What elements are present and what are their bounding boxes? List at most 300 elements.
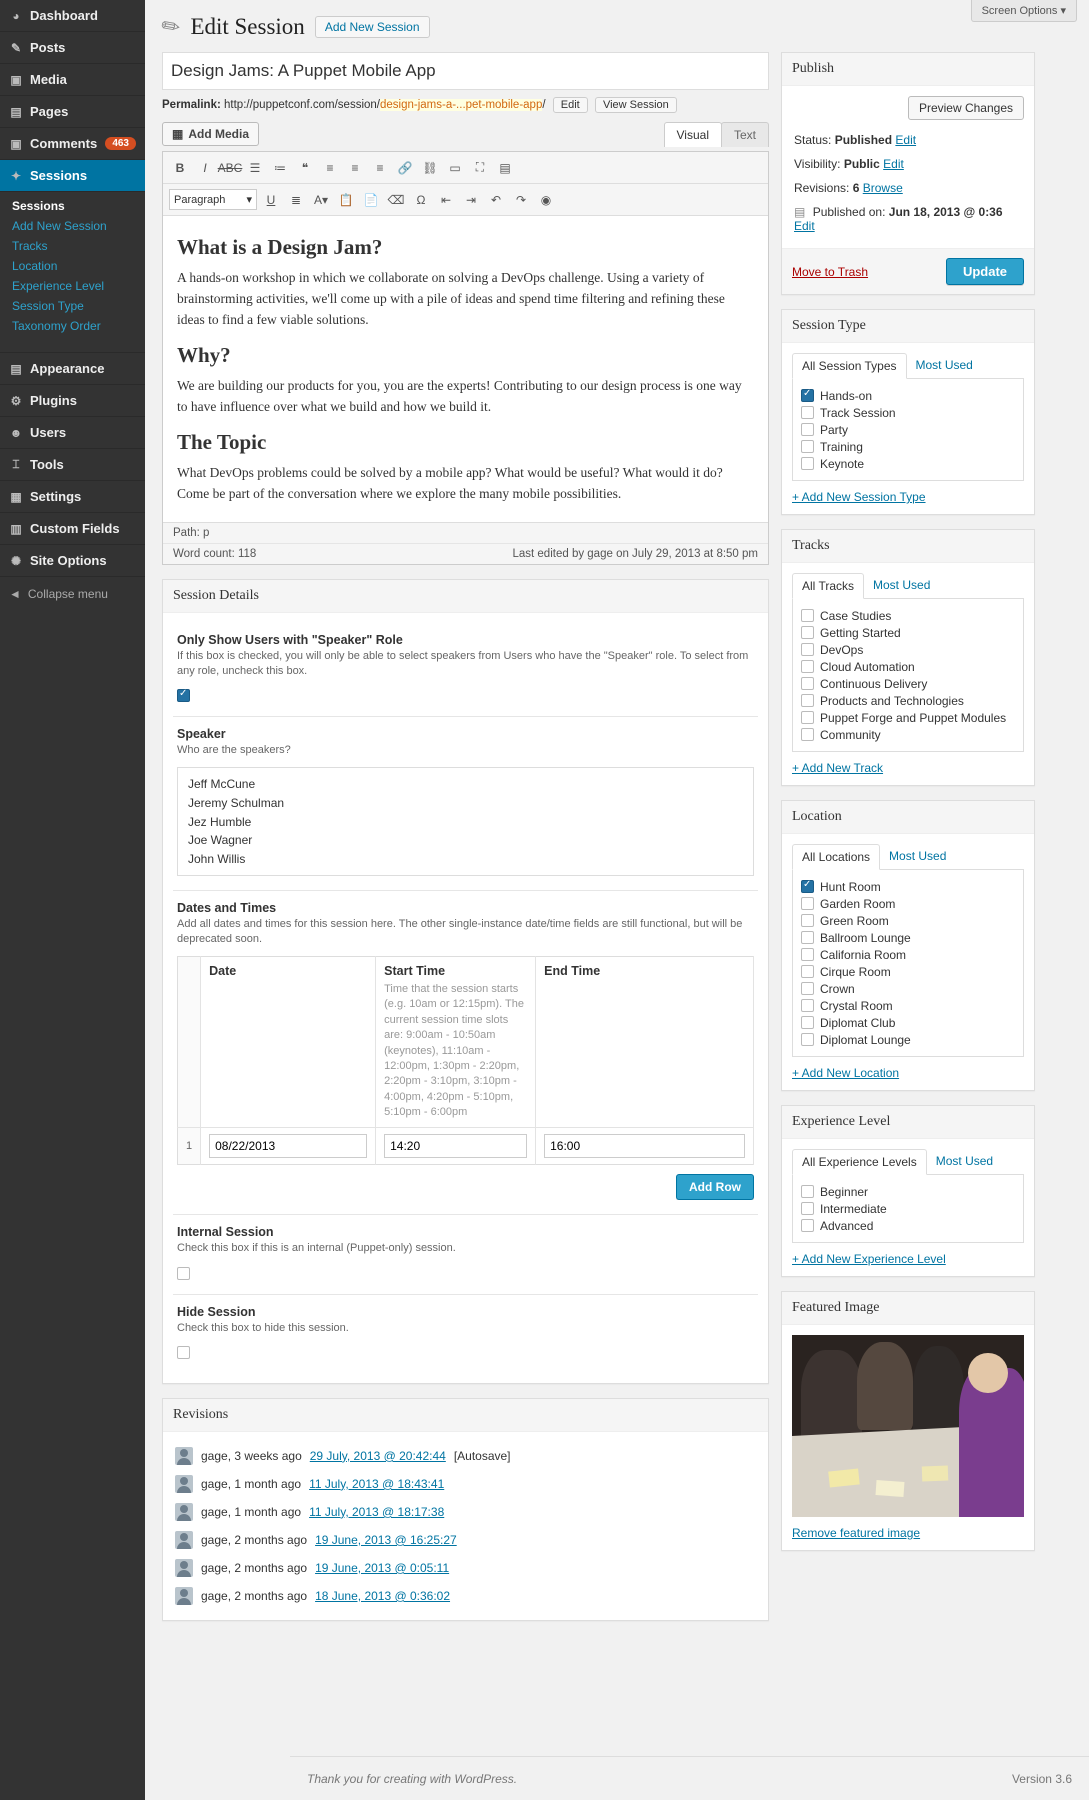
tab-most-used-experience-levels[interactable]: Most Used <box>935 1154 994 1168</box>
experience-checkbox[interactable] <box>801 1219 814 1232</box>
footer-thanks-prefix: Thank you for creating with <box>307 1771 455 1786</box>
session-type-checkbox[interactable] <box>801 440 814 453</box>
page-title: Edit Session <box>190 14 305 39</box>
speaker-role-checkbox[interactable] <box>177 689 190 702</box>
sidebar-item-site-options[interactable] <box>0 545 145 577</box>
submenu-item-location[interactable]: Location <box>12 259 58 273</box>
hide-session-label: Hide Session <box>177 1304 256 1319</box>
revision-link[interactable]: 19 June, 2013 @ 0:05:11 <box>315 1560 450 1575</box>
location-label: Garden Room <box>820 896 896 911</box>
paste-text-icon[interactable]: 📋 <box>338 192 354 207</box>
sidebar-item-plugins[interactable] <box>0 385 145 417</box>
sidebar-item-settings[interactable] <box>0 481 145 513</box>
list-item <box>173 1498 758 1526</box>
photo-shape <box>875 1480 904 1496</box>
session-type-label: Track Session <box>820 405 896 420</box>
speaker-label: Speaker <box>177 727 226 742</box>
edit-published-link[interactable]: Edit <box>794 219 815 233</box>
sidebar-item-label: Comments <box>30 136 98 151</box>
experience-item[interactable] <box>801 1183 1015 1200</box>
start-time-cell <box>376 1128 536 1165</box>
tab-most-used-session-types[interactable]: Most Used <box>915 358 973 372</box>
published-label: Published on: <box>812 205 886 219</box>
special-character-icon[interactable]: Ω <box>416 192 426 207</box>
gear-icon: ✺ <box>10 553 22 568</box>
location-checkbox[interactable] <box>801 880 814 893</box>
location-checkbox[interactable] <box>801 999 814 1012</box>
experience-level-title: Experience Level <box>782 1106 1034 1139</box>
editor-path: Path: p <box>163 522 768 543</box>
track-checkbox[interactable] <box>801 660 814 673</box>
revision-link[interactable]: 29 July, 2013 @ 20:42:44 <box>309 1448 446 1463</box>
visibility-row <box>792 152 1024 176</box>
revision-link[interactable]: 19 June, 2013 @ 16:25:27 <box>315 1532 457 1547</box>
side-column <box>781 52 1035 1635</box>
location-label: Ballroom Lounge <box>820 930 911 945</box>
tab-most-used-tracks[interactable]: Most Used <box>873 578 931 592</box>
location-checkbox[interactable] <box>801 914 814 927</box>
start-time-title: Start Time <box>384 963 446 978</box>
location-item[interactable] <box>801 878 1015 895</box>
pin-icon: ✦ <box>10 168 22 183</box>
location-checkbox[interactable] <box>801 948 814 961</box>
add-new-track-link[interactable]: + Add New Track <box>792 761 884 775</box>
tab-all-locations[interactable]: All Locations <box>792 844 880 870</box>
kitchen-sink-icon[interactable]: ▤ <box>499 160 511 175</box>
location-item[interactable] <box>801 1014 1015 1031</box>
track-item[interactable] <box>801 692 1015 709</box>
publish-box <box>781 52 1035 295</box>
internal-session-field <box>173 1215 758 1294</box>
submenu-item-session-type[interactable]: Session Type <box>12 299 84 313</box>
permalink-base: http://puppetconf.com/session/ <box>224 99 380 111</box>
insert-link-icon[interactable]: 🔗 <box>397 160 413 175</box>
hide-session-checkbox[interactable] <box>177 1346 190 1359</box>
add-row-button[interactable]: Add Row <box>676 1174 754 1200</box>
redo-icon[interactable]: ↷ <box>515 192 527 207</box>
tab-all-tracks[interactable]: All Tracks <box>792 573 864 599</box>
tab-visual[interactable]: Visual <box>664 122 722 147</box>
session-type-label: Hands-on <box>820 388 873 403</box>
content-paragraph: We are building our products for you, you are the experts! Contributing to our design process is one way to have influence over what we build and how we build it. <box>177 377 742 414</box>
visibility-value: Public <box>843 157 880 171</box>
session-type-checkbox[interactable] <box>801 406 814 419</box>
track-label: Puppet Forge and Puppet Modules <box>820 710 1007 725</box>
add-new-experience-level-link[interactable]: + Add New Experience Level <box>792 1252 946 1266</box>
date-cell <box>201 1128 376 1165</box>
add-media-label: Add Media <box>188 127 250 141</box>
tab-most-used-locations[interactable]: Most Used <box>889 849 947 863</box>
featured-image-title: Featured Image <box>782 1292 1034 1325</box>
status-value: Published <box>834 133 893 147</box>
gear-icon: ▦ <box>10 489 22 504</box>
fullscreen-icon[interactable]: ⛶ <box>475 160 485 174</box>
submenu-item-tracks[interactable]: Tracks <box>12 239 48 253</box>
content-paragraph: A hands-on workshop in which we collaborate on solving a DevOps challenge. Using a variety of brainstorming activities, we'll come up with a pile of ideas and spend time filtering and refining these ideas to find a few viable solutions. <box>177 270 725 327</box>
sidebar-item-tools[interactable] <box>0 449 145 481</box>
session-type-checkbox[interactable] <box>801 457 814 470</box>
track-item[interactable] <box>801 675 1015 692</box>
location-checkbox[interactable] <box>801 965 814 978</box>
sidebar-item-custom-fields[interactable] <box>0 513 145 545</box>
add-new-session-button[interactable]: Add New Session <box>315 16 430 38</box>
revision-link[interactable]: 18 June, 2013 @ 0:36:02 <box>315 1588 451 1603</box>
speaker-option[interactable]: Jeff McCune <box>188 777 256 792</box>
experience-item[interactable] <box>801 1217 1015 1234</box>
editor-content-area[interactable] <box>163 216 768 522</box>
revision-author: gage, 1 month ago <box>201 1476 302 1491</box>
clear-formatting-icon[interactable]: ⌫ <box>387 192 405 207</box>
revision-link[interactable]: 11 July, 2013 @ 18:43:41 <box>309 1476 445 1491</box>
sidebar-item-label: Posts <box>30 40 66 55</box>
footer-thanks-suffix: . <box>513 1771 518 1786</box>
speaker-description: Who are the speakers? <box>177 744 291 757</box>
revision-link[interactable]: 11 July, 2013 @ 18:17:38 <box>309 1504 445 1519</box>
session-type-tabs <box>792 353 1024 379</box>
end-time-cell <box>536 1128 754 1165</box>
screen-options-label: Screen Options <box>981 5 1058 17</box>
dates-table <box>177 956 754 1166</box>
experience-label: Intermediate <box>820 1201 887 1216</box>
track-label: Cloud Automation <box>820 659 915 674</box>
footer-thanks <box>307 1772 517 1786</box>
sidebar-item-comments[interactable] <box>0 128 145 160</box>
featured-image-thumbnail[interactable] <box>792 1335 1024 1517</box>
experience-item[interactable] <box>801 1200 1015 1217</box>
location-checkbox[interactable] <box>801 1033 814 1046</box>
table-header-row <box>178 956 754 1128</box>
location-label: Crystal Room <box>820 998 893 1013</box>
location-item[interactable] <box>801 929 1015 946</box>
bold-icon[interactable]: B <box>175 160 185 175</box>
session-type-list <box>792 379 1024 481</box>
underline-icon[interactable]: U <box>266 192 276 207</box>
track-item[interactable] <box>801 641 1015 658</box>
browse-revisions-link[interactable]: Browse <box>862 181 903 195</box>
editor-status-bar <box>163 543 768 564</box>
chevron-left-icon: ◄ <box>9 587 21 601</box>
photo-shape <box>968 1353 1007 1393</box>
session-type-item[interactable] <box>801 438 1015 455</box>
version-label: Version 3.6 <box>1011 1771 1072 1786</box>
avatar <box>175 1503 193 1521</box>
text-color-icon[interactable]: A▾ <box>313 192 329 207</box>
session-details-title: Session Details <box>163 580 768 613</box>
collapse-menu-button[interactable] <box>0 577 145 611</box>
camera-icon: ▣ <box>10 72 22 87</box>
experience-label: Beginner <box>820 1184 869 1199</box>
page-icon: ▤ <box>10 104 22 119</box>
add-new-session-type-link[interactable]: + Add New Session Type <box>792 490 926 504</box>
sessions-submenu <box>0 192 145 344</box>
track-item[interactable] <box>801 709 1015 726</box>
row-number-header <box>178 956 201 1128</box>
sidebar-item-label: Custom Fields <box>30 521 120 536</box>
unlink-icon[interactable]: ⛓ <box>422 160 438 175</box>
sidebar-item-label: Plugins <box>30 393 77 408</box>
track-label: Case Studies <box>820 608 892 623</box>
experience-checkbox[interactable] <box>801 1185 814 1198</box>
submenu-item-taxonomy-order[interactable]: Taxonomy Order <box>12 319 101 333</box>
date-input[interactable] <box>209 1134 367 1158</box>
track-item[interactable] <box>801 726 1015 743</box>
tab-all-experience-levels[interactable]: All Experience Levels <box>792 1149 927 1175</box>
editor-toolbar-row-1 <box>163 152 768 184</box>
location-checkbox[interactable] <box>801 982 814 995</box>
sidebar-item-label: Pages <box>30 104 69 119</box>
session-details-box <box>162 579 769 1383</box>
location-item[interactable] <box>801 997 1015 1014</box>
visibility-label: Visibility: <box>794 157 841 171</box>
word-count: Word count: 118 <box>173 548 257 561</box>
list-item <box>173 1554 758 1582</box>
location-label: Hunt Room <box>820 879 881 894</box>
tracks-title: Tracks <box>782 530 1034 563</box>
table-row <box>178 1128 754 1165</box>
internal-session-checkbox[interactable] <box>177 1267 190 1280</box>
unordered-list-icon[interactable]: ☰ <box>249 160 261 175</box>
revisions-box <box>162 1398 769 1621</box>
session-type-item[interactable] <box>801 421 1015 438</box>
speaker-option[interactable]: Joe Wagner <box>188 833 253 848</box>
comment-icon: ▣ <box>10 136 22 151</box>
speaker-select[interactable] <box>177 767 754 876</box>
location-item[interactable] <box>801 1031 1015 1048</box>
pin-icon: ✎ <box>10 40 22 55</box>
edit-visibility-link[interactable]: Edit <box>883 157 904 171</box>
list-item <box>173 1470 758 1498</box>
align-left-icon[interactable]: ≡ <box>326 160 334 175</box>
ordered-list-icon[interactable]: ≔ <box>274 160 286 175</box>
sidebar-item-label: Appearance <box>30 361 105 376</box>
sidebar-item-label: Sessions <box>30 168 88 183</box>
featured-image-box <box>781 1291 1035 1551</box>
hide-session-field <box>173 1295 758 1373</box>
remove-featured-image-link[interactable]: Remove featured image <box>792 1526 921 1540</box>
experience-list <box>792 1175 1024 1243</box>
experience-level-box <box>781 1105 1035 1277</box>
hide-session-description: Check this box to hide this session. <box>177 1321 349 1334</box>
justify-icon[interactable]: ≣ <box>290 192 302 207</box>
start-time-column-header <box>376 956 536 1128</box>
status-label: Status: <box>794 133 832 147</box>
list-item <box>173 1582 758 1610</box>
speaker-field <box>173 717 758 891</box>
publish-title: Publish <box>782 53 1034 86</box>
track-checkbox[interactable] <box>801 677 814 690</box>
revision-author: gage, 2 months ago <box>201 1560 308 1575</box>
session-type-label: Training <box>820 439 863 454</box>
align-right-icon[interactable]: ≡ <box>376 160 384 175</box>
location-label: Diplomat Lounge <box>820 1032 911 1047</box>
location-item[interactable] <box>801 963 1015 980</box>
revisions-count: 6 <box>852 181 860 195</box>
track-checkbox[interactable] <box>801 728 814 741</box>
admin-footer <box>290 1756 1089 1800</box>
revision-author: gage, 2 months ago <box>201 1588 308 1603</box>
location-item[interactable] <box>801 895 1015 912</box>
paragraph-format-value: Paragraph <box>174 193 226 206</box>
speaker-role-field <box>173 623 758 717</box>
session-type-item[interactable] <box>801 404 1015 421</box>
outdent-icon[interactable]: ⇤ <box>440 192 452 207</box>
users-icon: ☻ <box>9 425 23 440</box>
session-type-box <box>781 309 1035 515</box>
permalink-row <box>162 97 769 113</box>
session-type-checkbox[interactable] <box>801 423 814 436</box>
internal-session-label: Internal Session <box>177 1225 274 1240</box>
list-item <box>173 1442 758 1470</box>
editor-toolbar-row-2 <box>163 184 768 216</box>
track-item[interactable] <box>801 607 1015 624</box>
track-label: DevOps <box>820 642 864 657</box>
dates-label: Dates and Times <box>177 901 277 916</box>
last-edited: Last edited by gage on July 29, 2013 at 8:50 pm <box>512 548 758 561</box>
preview-changes-button[interactable]: Preview Changes <box>908 96 1024 120</box>
session-type-item[interactable] <box>801 387 1015 404</box>
undo-icon[interactable]: ↶ <box>490 192 502 207</box>
submenu-item-experience-level[interactable]: Experience Level <box>12 279 105 293</box>
status-row <box>792 128 1024 152</box>
avatar <box>175 1531 193 1549</box>
date-column-header: Date <box>201 956 376 1128</box>
wordpress-link[interactable]: WordPress <box>454 1771 514 1786</box>
sidebar-item-pages[interactable] <box>0 96 145 128</box>
strikethrough-icon[interactable]: ABC <box>217 160 243 175</box>
track-checkbox[interactable] <box>801 609 814 622</box>
permalink-label: Permalink: <box>162 99 221 111</box>
track-label: Continuous Delivery <box>820 676 928 691</box>
italic-icon[interactable]: I <box>203 160 207 175</box>
help-icon[interactable]: ◉ <box>540 192 552 207</box>
sidebar-item-sessions[interactable] <box>0 160 145 192</box>
session-type-label: Keynote <box>820 456 865 471</box>
revision-author: gage, 1 month ago <box>201 1504 302 1519</box>
submenu-item-sessions[interactable]: Sessions <box>12 199 65 213</box>
calendar-icon: ▤ <box>794 205 806 219</box>
location-item[interactable] <box>801 946 1015 963</box>
end-time-column-header: End Time <box>536 956 754 1128</box>
edit-status-link[interactable]: Edit <box>895 133 917 147</box>
start-time-hint: Time that the session starts (e.g. 10am or 12:15pm). The current session time slots are: 9:00am - 10:50am (keynotes), 11:10am - 12:00pm, 1:30pm - 2:20pm, 2:20pm - 3:10pm, 3:10pm - 4:00pm, 4:20pm - 5:10pm, 5:10pm - 6:00pm <box>384 982 524 1119</box>
location-checkbox[interactable] <box>801 1016 814 1029</box>
published-value: Jun 18, 2013 @ 0:36 <box>888 205 1003 219</box>
revisions-title: Revisions <box>163 1399 768 1432</box>
row-number: 1 <box>178 1128 201 1165</box>
edit-permalink-button[interactable]: Edit <box>553 97 588 113</box>
sidebar-item-posts[interactable] <box>0 32 145 64</box>
location-checkbox[interactable] <box>801 931 814 944</box>
blockquote-icon[interactable]: ❝ <box>301 160 309 175</box>
paste-word-icon[interactable]: 📄 <box>363 192 379 207</box>
location-label: California Room <box>820 947 907 962</box>
chevron-down-icon: ▾ <box>246 194 252 206</box>
location-item[interactable] <box>801 912 1015 929</box>
track-item[interactable] <box>801 658 1015 675</box>
sidebar-item-appearance[interactable] <box>0 353 145 385</box>
more-tag-icon[interactable]: ▭ <box>449 160 461 175</box>
indent-icon[interactable]: ⇥ <box>465 192 477 207</box>
sidebar-item-label: Settings <box>30 489 82 504</box>
sidebar-item-users[interactable] <box>0 417 145 449</box>
session-type-label: Party <box>820 422 849 437</box>
tab-text[interactable]: Text <box>721 122 769 147</box>
avatar <box>175 1447 193 1465</box>
speaker-option[interactable]: Jeremy Schulman <box>188 795 285 810</box>
track-label: Community <box>820 727 881 742</box>
track-label: Getting Started <box>820 625 901 640</box>
tab-all-session-types[interactable]: All Session Types <box>792 353 907 379</box>
session-type-title: Session Type <box>782 310 1034 343</box>
list-item <box>173 1526 758 1554</box>
location-box <box>781 800 1035 1091</box>
media-icon: ▦ <box>172 127 184 141</box>
speaker-role-label: Only Show Users with "Speaker" Role <box>177 633 403 648</box>
revision-suffix: [Autosave] <box>453 1448 511 1463</box>
submenu-item-add-new-session[interactable]: Add New Session <box>12 219 107 233</box>
track-checkbox[interactable] <box>801 626 814 639</box>
add-new-location-link[interactable]: + Add New Location <box>792 1066 900 1080</box>
photo-shape <box>828 1468 860 1487</box>
end-time-input[interactable] <box>544 1134 745 1158</box>
speaker-option[interactable]: Jez Humble <box>188 814 252 829</box>
content-heading: What is a Design Jam? <box>177 235 383 259</box>
sidebar-item-label: Site Options <box>30 553 107 568</box>
sidebar-item-label: Tools <box>30 457 64 472</box>
post-title-input[interactable] <box>162 52 769 90</box>
start-time-input[interactable] <box>384 1134 527 1158</box>
session-type-checkbox[interactable] <box>801 389 814 402</box>
comments-count-badge: 463 <box>105 137 136 150</box>
tools-icon: ⌶ <box>12 457 20 471</box>
track-item[interactable] <box>801 624 1015 641</box>
paragraph-format-select[interactable] <box>169 189 257 210</box>
content-editor <box>162 151 769 565</box>
dates-and-times-field <box>173 891 758 1215</box>
location-checkbox[interactable] <box>801 897 814 910</box>
speaker-role-description: If this box is checked, you will only be able to select speakers from Users who have the "Speaker" role. To select from any role, uncheck this box. <box>177 650 749 678</box>
screen-options-toggle[interactable] <box>971 0 1077 22</box>
tracks-box <box>781 529 1035 786</box>
photo-shape <box>857 1342 913 1429</box>
revision-author: gage, 2 months ago <box>201 1532 308 1547</box>
update-button[interactable]: Update <box>946 258 1024 285</box>
experience-checkbox[interactable] <box>801 1202 814 1215</box>
tracks-tabs <box>792 573 1024 599</box>
main-column <box>162 52 769 1635</box>
pin-icon: ✎ <box>156 11 186 43</box>
sidebar-item-dashboard[interactable] <box>0 0 145 32</box>
track-checkbox[interactable] <box>801 711 814 724</box>
speaker-option[interactable]: John Willis <box>188 851 246 866</box>
location-title: Location <box>782 801 1034 834</box>
avatar <box>175 1475 193 1493</box>
track-checkbox[interactable] <box>801 643 814 656</box>
sidebar-item-label: Users <box>30 425 67 440</box>
editor-mode-tabs <box>665 122 769 147</box>
photo-shape <box>922 1466 948 1481</box>
align-center-icon[interactable]: ≡ <box>351 160 359 175</box>
avatar <box>175 1587 193 1605</box>
location-item[interactable] <box>801 980 1015 997</box>
track-checkbox[interactable] <box>801 694 814 707</box>
sidebar-item-media[interactable] <box>0 64 145 96</box>
add-media-button[interactable] <box>162 122 259 146</box>
view-session-button[interactable]: View Session <box>595 97 677 113</box>
move-to-trash-link[interactable]: Move to Trash <box>792 264 869 279</box>
session-type-item[interactable] <box>801 455 1015 472</box>
revision-author: gage, 3 weeks ago <box>201 1448 302 1463</box>
